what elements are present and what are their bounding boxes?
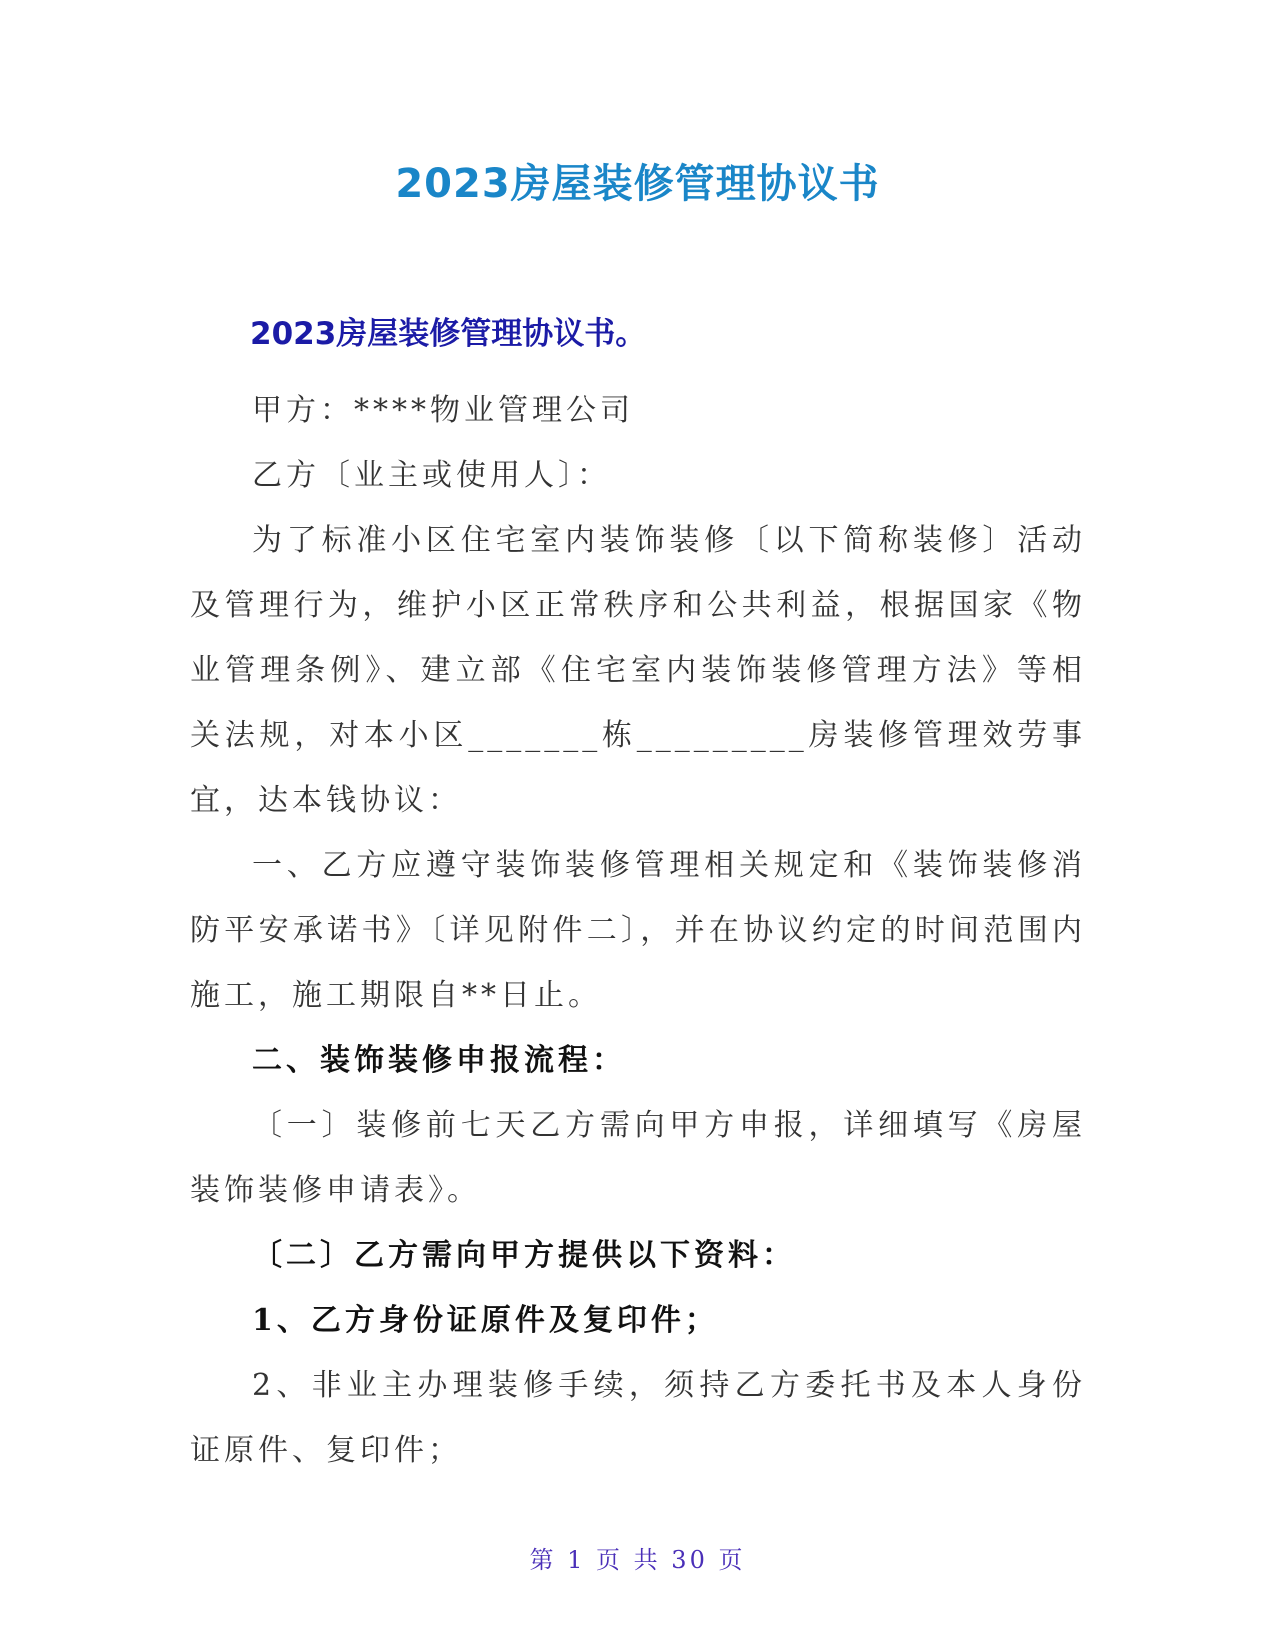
clause-2-item-2-heading: 〔二〕乙方需向甲方提供以下资料： <box>252 1238 796 1273</box>
material-item-2: 2、非业主办理装修手续，须持乙方委托书及本人身份证原件、复印件； <box>190 1368 1086 1468</box>
document-body <box>190 378 1086 1483</box>
document-subtitle: 2023房屋装修管理协议书。 <box>250 316 647 352</box>
clause-2-heading: 二、装饰装修申报流程： <box>252 1043 626 1078</box>
preamble-paragraph: 为了标准小区住宅室内装饰装修〔以下简称装修〕活动及管理行为，维护小区正常秩序和公共利益，根据国家《物业管理条例》、建立部《住宅室内装饰装修管理方法》等相关法规，对本小区_______栋_________房装修管理效劳事宜，达本钱协议： <box>190 523 1086 818</box>
document-title: 2023房屋装修管理协议书 <box>395 161 880 207</box>
party-a-line: 甲方：****物业管理公司 <box>252 393 634 428</box>
clause-1-paragraph: 一、乙方应遵守装饰装修管理相关规定和《装饰装修消防平安承诺书》〔详见附件二〕，并在协议约定的时间范围内施工，施工期限自**日止。 <box>190 848 1086 1013</box>
party-b-line: 乙方〔业主或使用人〕： <box>252 458 611 493</box>
page-number-footer: 第 1 页 共 30 页 <box>529 1546 746 1574</box>
clause-2-item-1: 〔一〕装修前七天乙方需向甲方申报，详细填写《房屋装饰装修申请表》。 <box>190 1108 1086 1208</box>
material-item-1: 1、乙方身份证原件及复印件； <box>252 1303 719 1338</box>
